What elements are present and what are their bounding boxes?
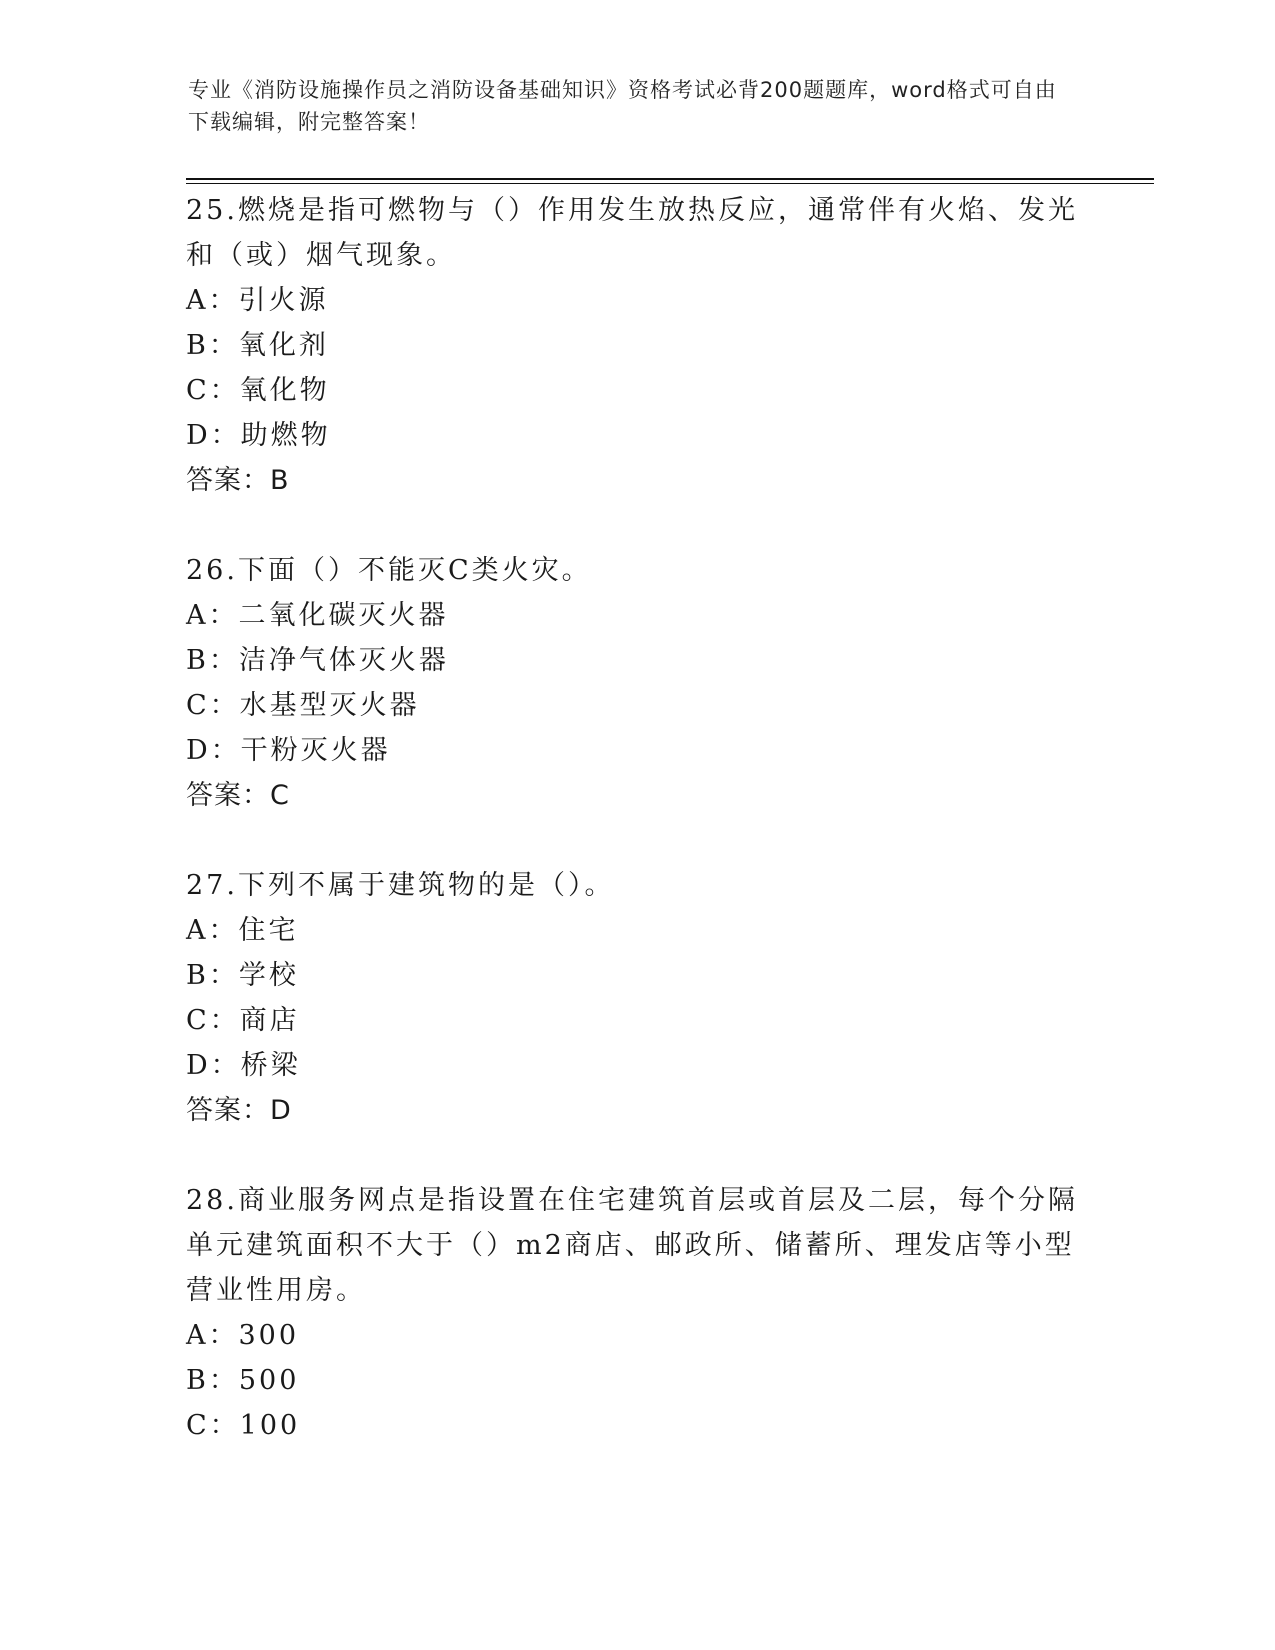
option-b: B：氧化剂 xyxy=(186,330,329,361)
question-stem: 25.燃烧是指可燃物与（）作用发生放热反应，通常伴有火焰、发光和（或）烟气现象。 xyxy=(186,195,1078,271)
option-a: A：住宅 xyxy=(186,915,299,946)
option-b: B：500 xyxy=(186,1365,300,1396)
question-list xyxy=(186,188,1086,1493)
question-25 xyxy=(186,188,1086,503)
document-header: 专业《消防设施操作员之消防设备基础知识》资格考试必背200题题库，word格式可自由下载编辑，附完整答案！ xyxy=(188,78,1057,134)
option-d: D：桥梁 xyxy=(186,1050,301,1081)
option-a: A：300 xyxy=(186,1320,300,1351)
option-c: C：商店 xyxy=(186,1005,300,1036)
option-c: C：氧化物 xyxy=(186,375,330,406)
answer-label: 答案：B xyxy=(186,465,290,496)
option-d: D：助燃物 xyxy=(186,420,331,451)
question-27 xyxy=(186,863,1086,1133)
option-a: A：引火源 xyxy=(186,285,329,316)
option-b: B：洁净气体灭火器 xyxy=(186,645,449,676)
header-divider-thin xyxy=(186,183,1154,184)
answer-label: 答案：C xyxy=(186,780,290,811)
option-b: B：学校 xyxy=(186,960,299,991)
header-divider-thick xyxy=(186,178,1154,180)
question-stem: 26.下面（）不能灭C类火灾。 xyxy=(186,555,592,586)
question-28 xyxy=(186,1178,1086,1448)
question-stem: 28.商业服务网点是指设置在住宅建筑首层或首层及二层，每个分隔单元建筑面积不大于（）m2商店、邮政所、储蓄所、理发店等小型营业性用房。 xyxy=(186,1185,1078,1306)
option-c: C：100 xyxy=(186,1410,301,1441)
question-stem: 27.下列不属于建筑物的是（）。 xyxy=(186,870,615,901)
option-d: D：干粉灭火器 xyxy=(186,735,391,766)
option-c: C：水基型灭火器 xyxy=(186,690,420,721)
option-a: A：二氧化碳灭火器 xyxy=(186,600,449,631)
question-26 xyxy=(186,548,1086,818)
answer-label: 答案：D xyxy=(186,1095,292,1126)
